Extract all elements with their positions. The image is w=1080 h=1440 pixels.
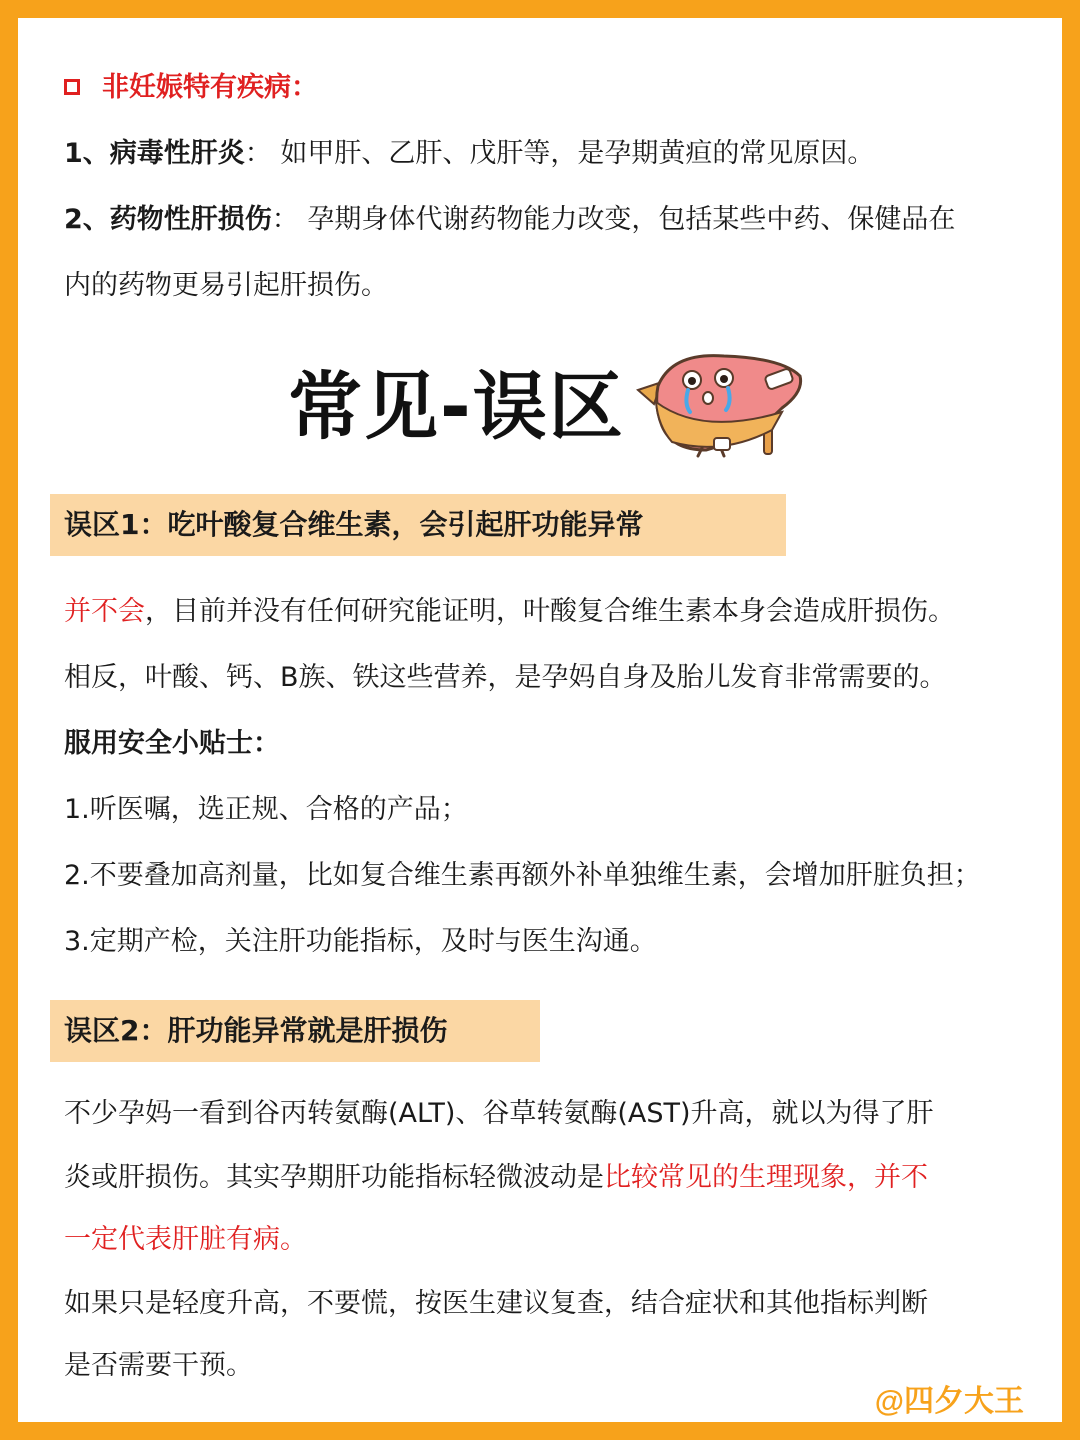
author-watermark: @四夕大王 xyxy=(874,1385,1024,1418)
myth2-p1-line3: 一定代表肝脏有病。 xyxy=(64,1224,307,1255)
paragraph-highlight: 比较常见的生理现象，并不 xyxy=(604,1162,928,1193)
item-viral-hepatitis xyxy=(64,134,874,174)
myth1-answer xyxy=(64,592,955,632)
myth1-heading: 误区1：吃叶酸复合维生素，会引起肝功能异常 xyxy=(64,508,644,541)
myth2-p1-line1: 不少孕妈一看到谷丙转氨酶(ALT)、谷草转氨酶(AST)升高，就以为得了肝 xyxy=(64,1098,934,1129)
item-drug-liver-injury-cont: 内的药物更易引起肝损伤。 xyxy=(64,270,388,301)
page-title: 常见-误区 xyxy=(288,364,625,450)
paragraph-text: 炎或肝损伤。其实孕期肝功能指标轻微波动是 xyxy=(64,1162,604,1193)
crying-liver-illustration xyxy=(632,346,812,458)
myth1-heading-bar xyxy=(50,494,786,556)
myth2-p1-line2 xyxy=(64,1158,928,1198)
myth2-heading-bar xyxy=(50,1000,540,1062)
item-text: ： 孕期身体代谢药物能力改变，包括某些中药、保健品在 xyxy=(271,204,956,235)
tips-title: 服用安全小贴士： xyxy=(64,728,280,759)
item-text: ： 如甲肝、乙肝、戊肝等，是孕期黄疸的常见原因。 xyxy=(244,138,875,169)
myth1-line2: 相反，叶酸、钙、B族、铁这些营养，是孕妈自身及胎儿发育非常需要的。 xyxy=(64,662,947,693)
myth2-p2-line1: 如果只是轻度升高，不要慌，按医生建议复查，结合症状和其他指标判断 xyxy=(64,1288,928,1319)
section-header: 非妊娠特有疾病： xyxy=(64,68,318,108)
answer-highlight: 并不会 xyxy=(64,596,145,627)
tip-item: 3.定期产检，关注肝功能指标，及时与医生沟通。 xyxy=(64,926,657,957)
item-drug-liver-injury xyxy=(64,200,955,240)
answer-text: ，目前并没有任何研究能证明，叶酸复合维生素本身会造成肝损伤。 xyxy=(145,596,955,627)
item-label: 2、药物性肝损伤 xyxy=(64,204,272,235)
tip-item: 2.不要叠加高剂量，比如复合维生素再额外补单独维生素，会增加肝脏负担； xyxy=(64,860,981,891)
myth2-p2-line2: 是否需要干预。 xyxy=(64,1350,253,1381)
tip-item: 1.听医嘱，选正规、合格的产品； xyxy=(64,794,468,825)
myth2-heading: 误区2：肝功能异常就是肝损伤 xyxy=(64,1014,448,1047)
item-label: 1、病毒性肝炎 xyxy=(64,138,245,169)
checkbox-square-icon xyxy=(64,79,80,95)
